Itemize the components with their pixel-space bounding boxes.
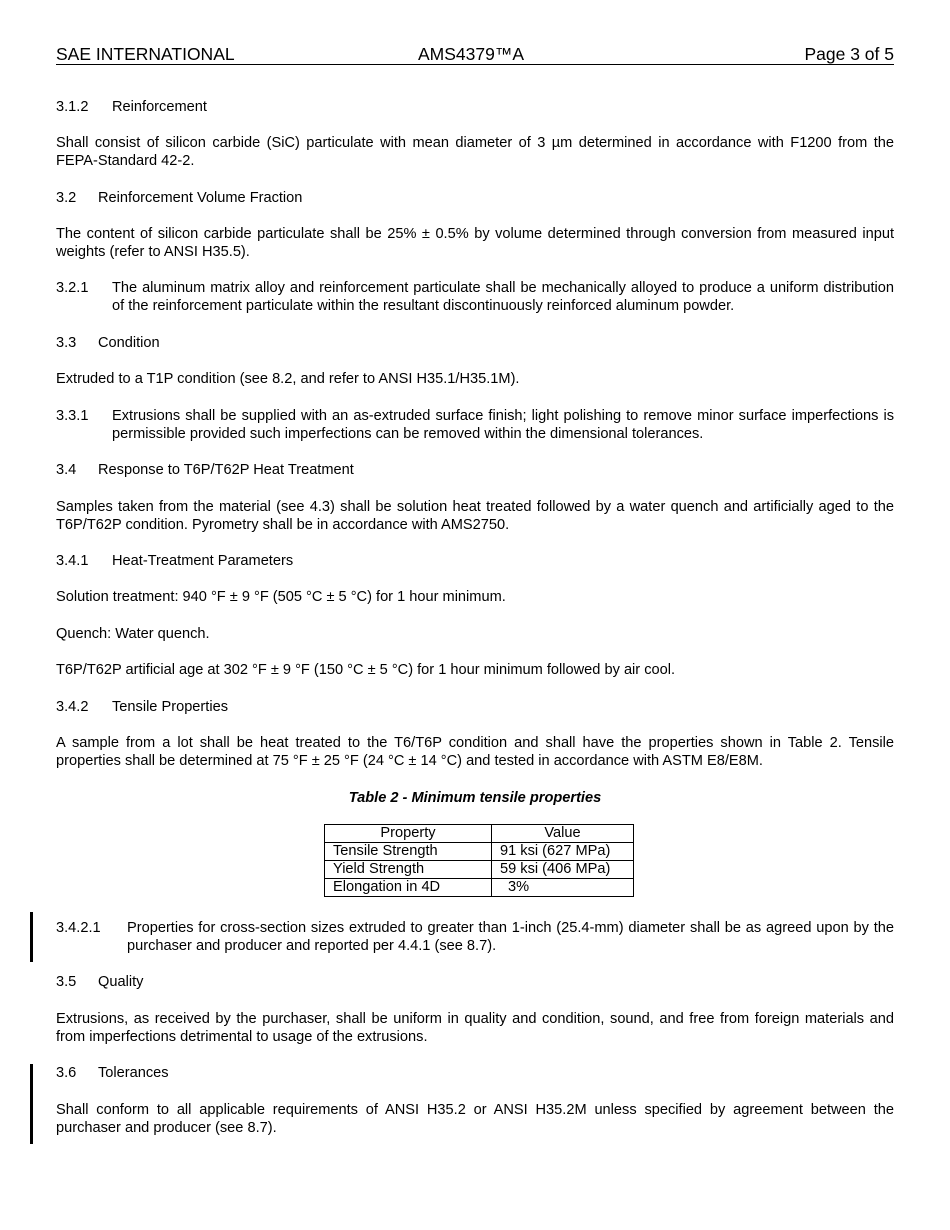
- table-row: [325, 861, 634, 879]
- section-heading-3-4-1: [56, 552, 293, 570]
- section-title: Tolerances: [98, 1065, 169, 1081]
- section-number: 3.3.1: [56, 408, 89, 424]
- section-title: Condition: [98, 335, 160, 351]
- cell-value: 59 ksi (406 MPa): [492, 861, 634, 879]
- section-heading-3-2: [56, 189, 302, 207]
- header-organization: SAE INTERNATIONAL: [56, 44, 235, 64]
- subsection-body: The aluminum matrix alloy and reinforcement particulate shall be mechanically alloyed to produce a uniform distribution of the reinforcement particulate within the resultant discontinuously reinforced aluminum powder.: [112, 280, 894, 314]
- section-title: Response to T6P/T62P Heat Treatment: [98, 462, 354, 478]
- table-row: [325, 843, 634, 861]
- section-number: 3.2.1: [56, 280, 89, 296]
- header-page-number: Page 3 of 5: [804, 44, 894, 64]
- section-number: 3.2: [56, 190, 77, 206]
- cell-property: Yield Strength: [325, 861, 492, 879]
- subsection-3-4-2-1: [56, 919, 894, 955]
- tensile-properties-table: [324, 824, 634, 897]
- section-heading-3-4: [56, 461, 354, 479]
- subsection-3-3-1: [56, 407, 894, 443]
- section-number: 3.6: [56, 1065, 77, 1081]
- section-title: Quality: [98, 974, 144, 990]
- subsection-3-2-1: [56, 279, 894, 315]
- paragraph-artificial-age: T6P/T62P artificial age at 302 °F ± 9 °F (150 °C ± 5 °C) for 1 hour minimum followed by air cool.: [56, 662, 676, 678]
- section-number: 3.4.2.1: [56, 920, 101, 936]
- subsection-body: Extrusions shall be supplied with an as-extruded surface finish; light polishing to remove minor surface imperfections is permissible provided such imperfections can be removed within the dimensional tolerances.: [112, 408, 894, 442]
- section-title: Reinforcement Volume Fraction: [98, 190, 303, 206]
- subsection-body: Properties for cross-section sizes extruded to greater than 1-inch (25.4-mm) diameter shall be as agreed upon by the purchaser and producer and reported per 4.4.1 (see 8.7).: [127, 920, 894, 954]
- revision-change-bar: [30, 1064, 33, 1144]
- paragraph-3-4: Samples taken from the material (see 4.3) shall be solution heat treated followed by a water quench and artificially aged to the T6P/T62P condition. Pyrometry shall be in accordance with AMS2750.: [56, 499, 894, 533]
- section-number: 3.4: [56, 462, 77, 478]
- cell-value: 91 ksi (627 MPa): [492, 843, 634, 861]
- cell-property: Elongation in 4D: [325, 879, 492, 897]
- section-title: Reinforcement: [112, 99, 207, 115]
- page-header: [56, 44, 894, 65]
- cell-value: 3%: [492, 879, 634, 897]
- section-title: Tensile Properties: [112, 699, 228, 715]
- revision-change-bar: [30, 912, 33, 962]
- section-heading-3-4-2: [56, 698, 228, 716]
- section-heading-3-5: [56, 973, 143, 991]
- section-title: Heat-Treatment Parameters: [112, 553, 294, 569]
- section-heading-3-1-2: [56, 98, 207, 116]
- paragraph-3-3: Extruded to a T1P condition (see 8.2, and refer to ANSI H35.1/H35.1M).: [56, 371, 520, 387]
- column-header-property: Property: [325, 825, 492, 843]
- paragraph-3-1-2: Shall consist of silicon carbide (SiC) particulate with mean diameter of 3 µm determined in accordance with F1200 from the FEPA-Standard 42-2.: [56, 135, 894, 169]
- section-number: 3.4.2: [56, 699, 89, 715]
- cell-property: Tensile Strength: [325, 843, 492, 861]
- section-number: 3.4.1: [56, 553, 89, 569]
- section-heading-3-6: [56, 1064, 169, 1082]
- table-header-row: [325, 825, 634, 843]
- table-row: [325, 879, 634, 897]
- paragraph-3-4-2: A sample from a lot shall be heat treated to the T6/T6P condition and shall have the properties shown in Table 2. Tensile properties shall be determined at 75 °F ± 25 °F (24 °C ± 14 °C) and tested in accordance with ASTM E8/E8M.: [56, 735, 894, 769]
- section-number: 3.5: [56, 974, 77, 990]
- section-heading-3-3: [56, 334, 160, 352]
- section-number: 3.3: [56, 335, 77, 351]
- paragraph-solution-treatment: Solution treatment: 940 °F ± 9 °F (505 °C ± 5 °C) for 1 hour minimum.: [56, 589, 506, 605]
- paragraph-quench: Quench: Water quench.: [56, 626, 210, 642]
- column-header-value: Value: [492, 825, 634, 843]
- header-document-number: AMS4379™A: [418, 44, 525, 64]
- table-caption: Table 2 - Minimum tensile properties: [348, 790, 602, 806]
- section-number: 3.1.2: [56, 99, 89, 115]
- paragraph-3-5: Extrusions, as received by the purchaser, shall be uniform in quality and condition, sound, and free from foreign materials and from imperfections detrimental to usage of the extrusions.: [56, 1011, 894, 1045]
- paragraph-3-2: The content of silicon carbide particulate shall be 25% ± 0.5% by volume determined through conversion from measured input weights (refer to ANSI H35.5).: [56, 226, 894, 260]
- paragraph-3-6: Shall conform to all applicable requirements of ANSI H35.2 or ANSI H35.2M unless specified by agreement between the purchaser and producer (see 8.7).: [56, 1102, 894, 1136]
